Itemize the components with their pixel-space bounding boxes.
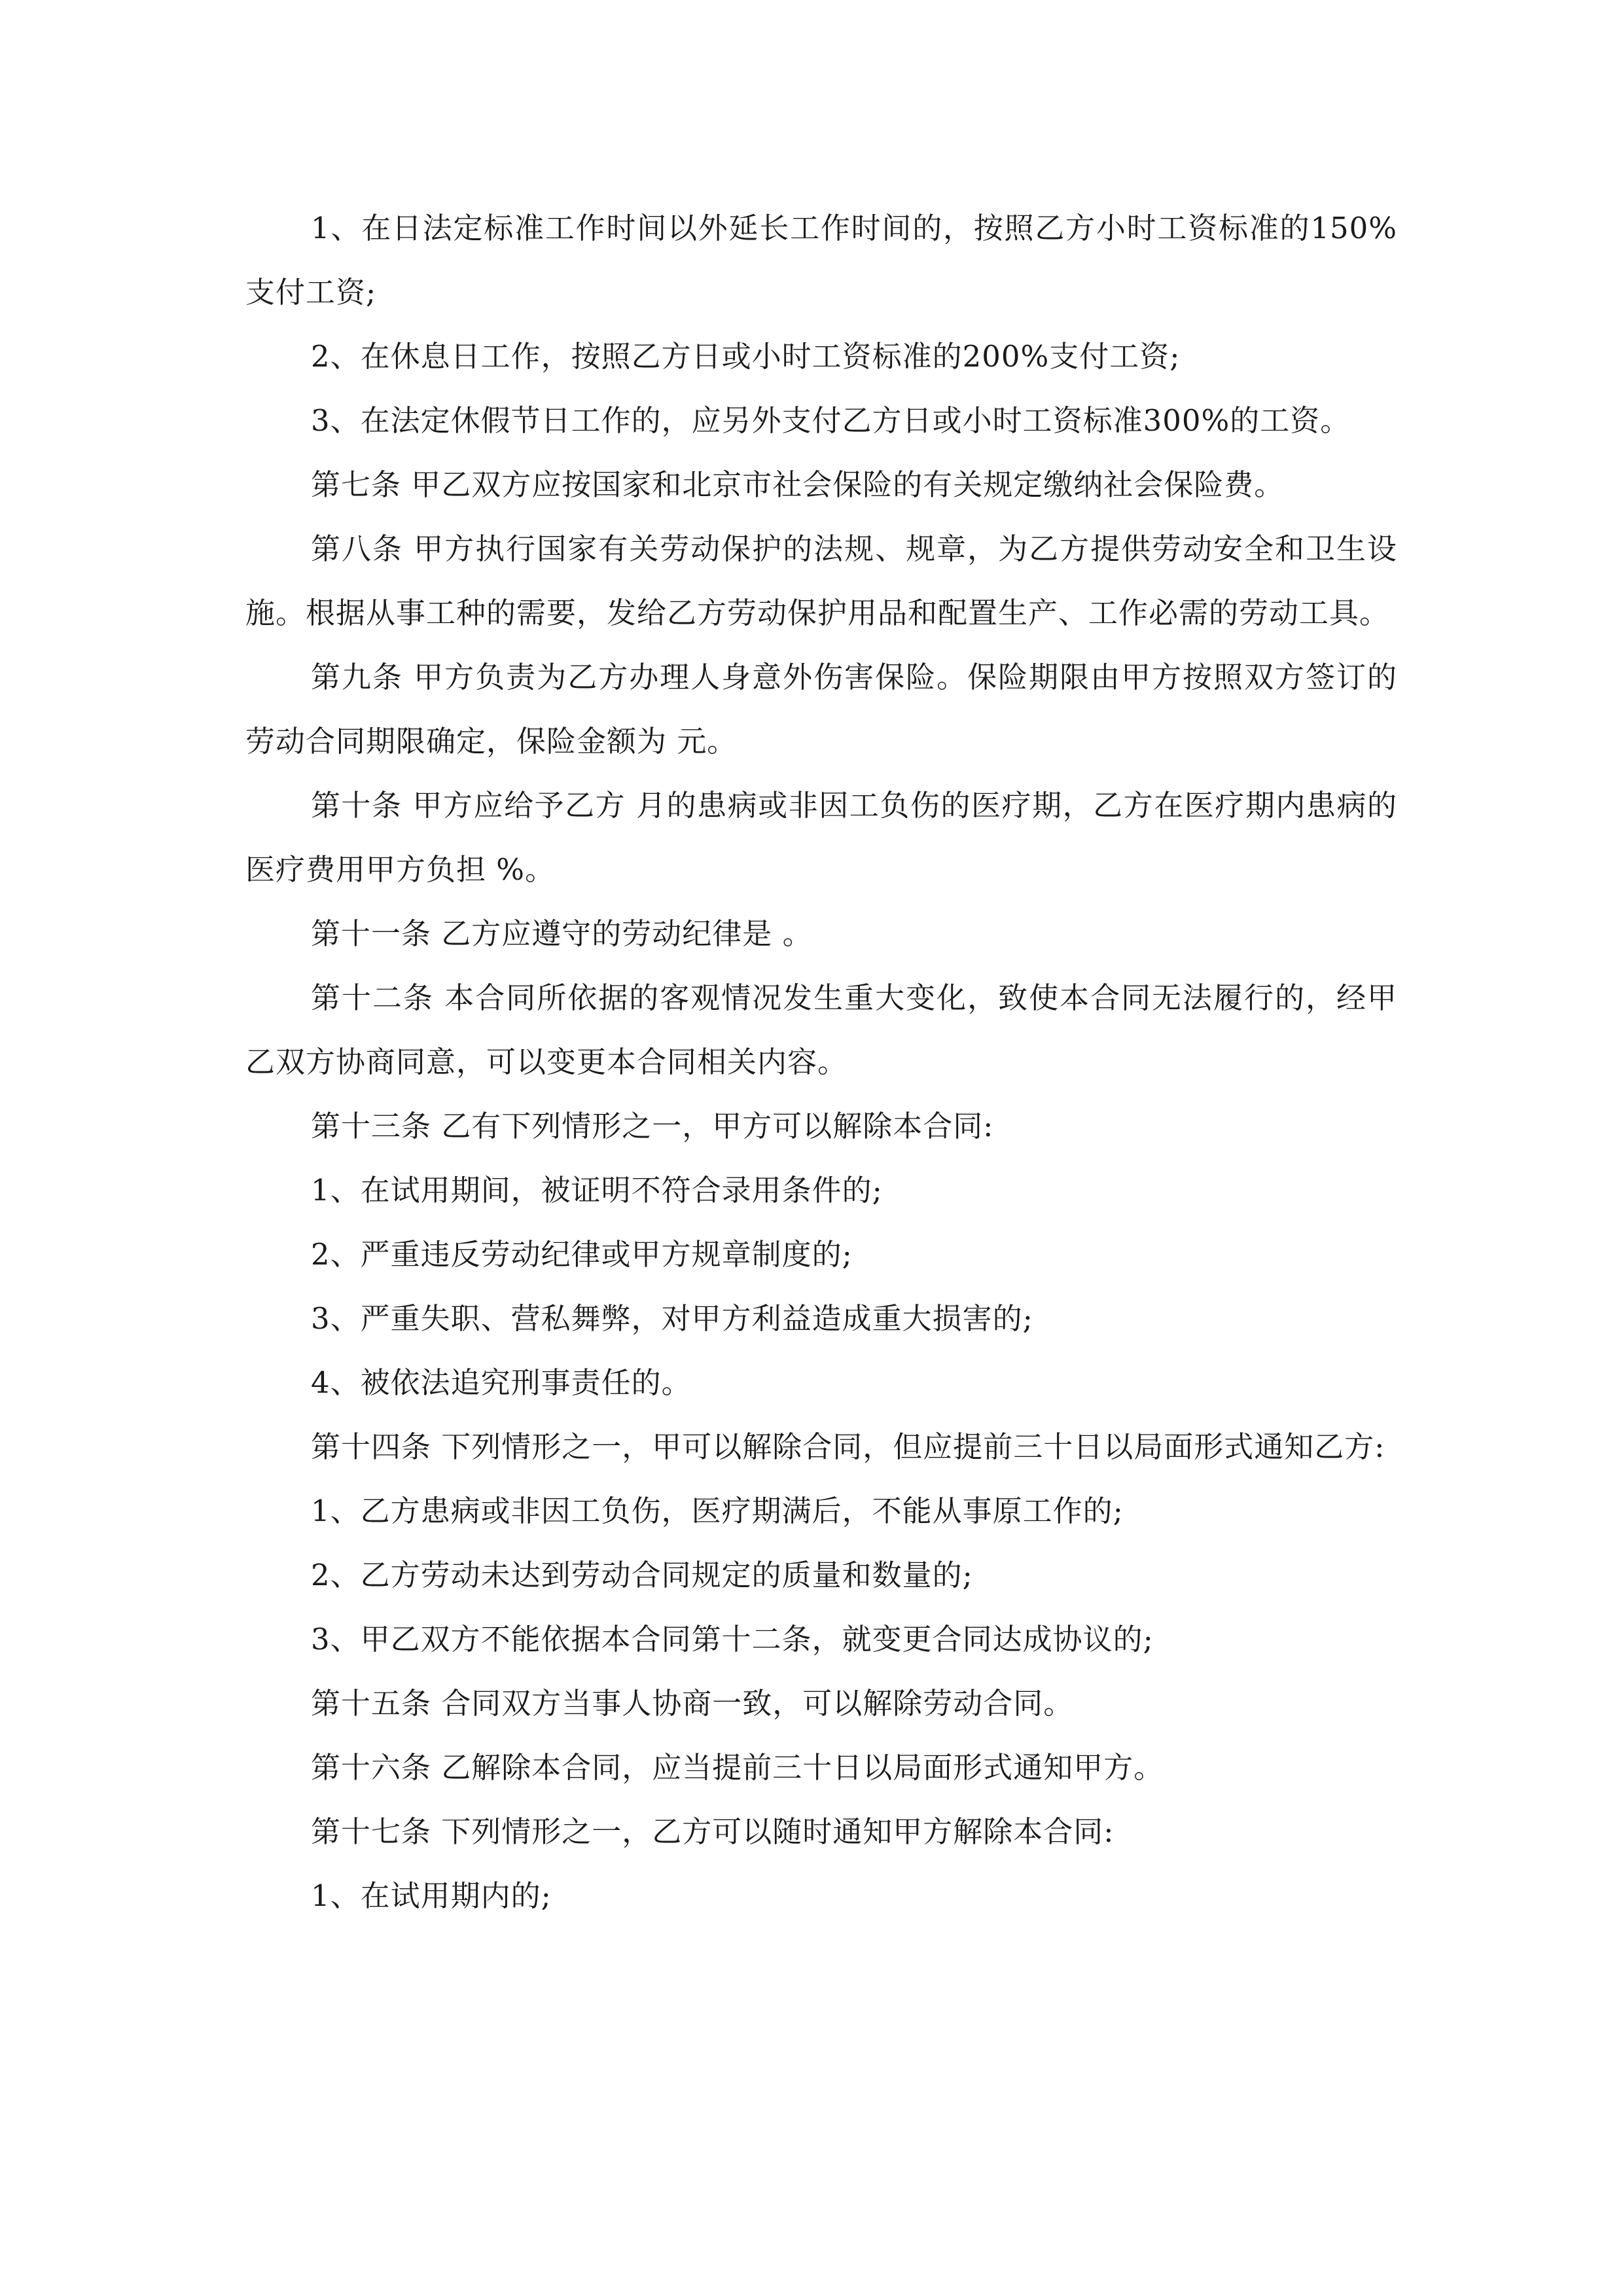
paragraph-article-16: 第十六条 乙解除本合同，应当提前三十日以局面形式通知甲方。 bbox=[311, 1750, 1164, 1785]
paragraph-article-11: 第十一条 乙方应遵守的劳动纪律是 。 bbox=[311, 916, 813, 951]
paragraph-rest-day-200: 2、在休息日工作，按照乙方日或小时工资标准的200%支付工资; bbox=[311, 339, 1181, 374]
paragraph-holiday-300: 3、在法定休假节日工作的，应另外支付乙方日或小时工资标准300%的工资。 bbox=[311, 403, 1351, 438]
list-item-13-3: 3、严重失职、营私舞弊，对甲方利益造成重大损害的; bbox=[311, 1301, 1033, 1336]
paragraph-article-13: 第十三条 乙有下列情形之一，甲方可以解除本合同: bbox=[311, 1109, 994, 1143]
paragraph-overtime-150: 1、在日法定标准工作时间以外延长工作时间的，按照乙方小时工资标准的150%支付工资; bbox=[245, 211, 1397, 310]
list-item-17-1: 1、在试用期内的; bbox=[311, 1878, 552, 1913]
paragraph-article-15: 第十五条 合同双方当事人协商一致，可以解除劳动合同。 bbox=[311, 1686, 1074, 1721]
paragraph-article-7: 第七条 甲乙双方应按国家和北京市社会保险的有关规定缴纳社会保险费。 bbox=[311, 467, 1285, 502]
paragraph-article-12: 第十二条 本合同所依据的客观情况发生重大变化，致使本合同无法履行的，经甲乙双方协商同意，可以变更本合同相关内容。 bbox=[245, 980, 1397, 1079]
paragraph-article-8: 第八条 甲方执行国家有关劳动保护的法规、规章，为乙方提供劳动安全和卫生设施。根据从事工种的需要，发给乙方劳动保护用品和配置生产、工作必需的劳动工具。 bbox=[245, 531, 1397, 630]
document-page bbox=[245, 196, 1397, 1928]
list-item-13-4: 4、被依法追究刑事责任的。 bbox=[311, 1365, 692, 1400]
paragraph-article-14: 第十四条 下列情形之一，甲可以解除合同，但应提前三十日以局面形式通知乙方: bbox=[311, 1429, 1385, 1464]
list-item-14-1: 1、乙方患病或非因工负伤，医疗期满后，不能从事原工作的; bbox=[311, 1494, 1124, 1528]
paragraph-article-9: 第九条 甲方负责为乙方办理人身意外伤害保险。保险期限由甲方按照双方签订的劳动合同期限确定，保险金额为 元。 bbox=[245, 660, 1397, 759]
list-item-14-2: 2、乙方劳动未达到劳动合同规定的质量和数量的; bbox=[311, 1558, 973, 1592]
list-item-14-3: 3、甲乙双方不能依据本合同第十二条，就变更合同达成协议的; bbox=[311, 1622, 1154, 1657]
paragraph-article-17: 第十七条 下列情形之一，乙方可以随时通知甲方解除本合同: bbox=[311, 1814, 1115, 1849]
list-item-13-2: 2、严重违反劳动纪律或甲方规章制度的; bbox=[311, 1237, 853, 1272]
list-item-13-1: 1、在试用期间，被证明不符合录用条件的; bbox=[311, 1173, 883, 1208]
paragraph-article-10: 第十条 甲方应给予乙方 月的患病或非因工负伤的医疗期，乙方在医疗期内患病的医疗费用甲方负担 %。 bbox=[245, 788, 1397, 887]
